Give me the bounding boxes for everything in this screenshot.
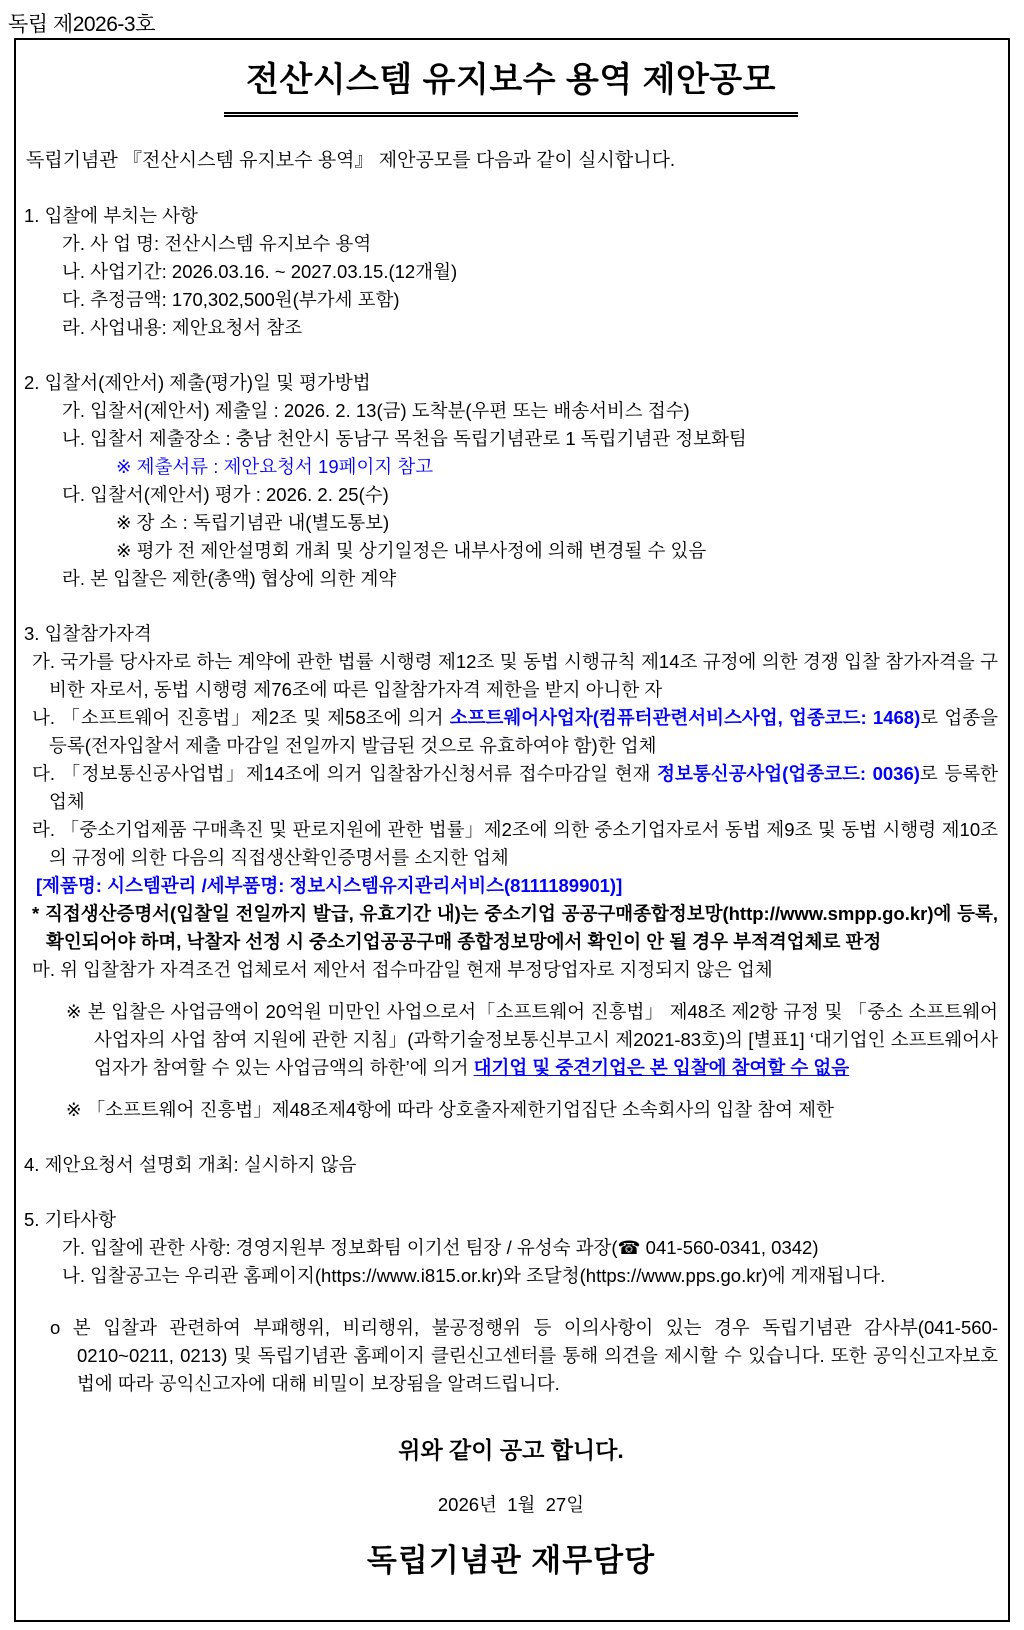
registration-condition-text: 로 업종을 등록(전자입찰서 제출 마감일 전일까지 발급된 것으로 유효하여야 함)한 업체 — [49, 707, 998, 756]
section-3-item-general-eligibility: 가. 국가를 당사자로 하는 계약에 관한 법률 시행령 제12조 및 동법 시행규칙 제14조 규정에 의한 경쟁 입찰 참가자격을 구비한 자로서, 동법 시행령 제76조에 따른 입찰참가자격 제한을 받지 아니한 자 — [32, 651, 998, 700]
restriction-basis-text: ※ 본 입찰은 사업금액이 20억원 미만인 사업으로서「소프트웨어 진흥법」 제48조 제2항 규정 및 「중소 소프트웨어사업자의 사업 참여 지원에 관한 지침」(과학기술정보통신부고시 제2021-83호)의 [별표1] ‘대기업인 소프트웨어사업자가 참여할 수 있는 사업금액의 하한’에 의거 — [66, 1001, 998, 1078]
law-reference-text: 나. 「소프트웨어 진흥법」제2조 및 제58조에 의거 — [32, 707, 450, 728]
section-1-heading: 1. 입찰에 부치는 사항 — [24, 205, 198, 226]
section-1-item-project-name: 가. 사 업 명: 전산시스템 유지보수 용역 — [62, 233, 372, 254]
section-1-bid-matters — [24, 202, 998, 342]
section-4-heading: 4. 제안요청서 설명회 개최: 실시하지 않음 — [24, 1154, 357, 1175]
ict-business-code-highlight: 정보통신공사업(업종코드: 0036) — [657, 763, 920, 784]
section-2-item-evaluation-date: 다. 입찰서(제안서) 평가 : 2026. 2. 25(수) — [62, 484, 389, 505]
title-underline — [224, 52, 798, 117]
law-reference-text: 다. 「정보통신공사업법」제14조에 의거 입찰참가신청서류 접수마감일 현재 — [32, 763, 658, 784]
section-2-heading: 2. 입찰서(제안서) 제출(평가)일 및 평가방법 — [24, 372, 371, 393]
signature-org: 독립기념관 재무담당 — [366, 1543, 656, 1578]
section-5-item-contact: 가. 입찰에 관한 사항: 경영지원부 정보화팀 이기선 팀장 / 유성숙 과장(☎ 041-560-0341, 0342) — [62, 1237, 819, 1258]
section-3-item-ict-construction — [32, 760, 998, 816]
section-2-submission-evaluation — [24, 369, 998, 593]
section-3-heading: 3. 입찰참가자격 — [24, 623, 152, 644]
evaluation-venue-note: ※ 장 소 : 독립기념관 내(별도통보) — [116, 512, 390, 533]
submission-docs-note: ※ 제출서류 : 제안요청서 19페이지 참고 — [116, 456, 434, 477]
closing-statement: 위와 같이 공고 합니다. — [398, 1437, 624, 1463]
registration-condition-text: 로 등록한 업체 — [49, 763, 999, 812]
schedule-change-note: ※ 평가 전 제안설명회 개최 및 상기일정은 내부사정에 의해 변경될 수 있음 — [116, 540, 707, 561]
large-company-exclusion-highlight: 대기업 및 중견기업은 본 입찰에 참여할 수 없음 — [473, 1057, 850, 1078]
document-frame — [14, 38, 1010, 1622]
section-3-item-software-business — [32, 704, 998, 760]
mutual-investment-restriction-note: ※ 「소프트웨어 진흥법」제48조제4항에 따라 상호출자제한기업집단 소속회사의 입찰 참여 제한 — [66, 1099, 834, 1120]
section-3-item-sme-certificate: 라. 「중소기업제품 구매촉진 및 판로지원에 관한 법률」제2조에 의한 중소기업자로서 동법 제9조 및 동법 시행령 제10조의 규정에 의한 다음의 직접생산확인증명서를 소지한 업체 — [32, 819, 999, 868]
section-5-item-posting-sites: 나. 입찰공고는 우리관 홈페이지(https://www.i815.or.kr)와 조달청(https://www.pps.go.kr)에 게재됩니다. — [62, 1265, 886, 1286]
section-4-briefing — [24, 1151, 998, 1179]
section-1-item-project-content: 라. 사업내용: 제안요청서 참조 — [62, 317, 303, 338]
section-5-heading: 5. 기타사항 — [24, 1209, 117, 1230]
section-5-misc — [24, 1206, 998, 1290]
section-2-item-submission-place: 나. 입찰서 제출장소 : 충남 천안시 동남구 목천읍 독립기념관로 1 독립기념관 정보화팀 — [62, 428, 747, 449]
section-2-item-contract-type: 라. 본 입찰은 제한(총액) 협상에 의한 계약 — [62, 568, 397, 589]
section-3-eligibility — [24, 620, 998, 1124]
section-2-item-submission-date: 가. 입찰서(제안서) 제출일 : 2026. 2. 13(금) 도착분(우편 또는 배송서비스 접수) — [62, 400, 690, 421]
page-title: 전산시스템 유지보수 용역 제안공모 — [246, 61, 776, 99]
section-3-item-not-disqualified: 마. 위 입찰참가 자격조건 업체로서 제안서 접수마감일 현재 부정당업자로 지정되지 않은 업체 — [32, 959, 773, 980]
large-company-restriction-note — [66, 998, 998, 1082]
section-1-item-estimated-amount: 다. 추정금액: 170,302,500원(부가세 포함) — [62, 289, 400, 310]
intro-paragraph: 독립기념관 『전산시스템 유지보수 용역』 제안공모를 다음과 같이 실시합니다. — [26, 150, 676, 171]
section-1-item-project-period: 나. 사업기간: 2026.03.16. ~ 2027.03.15.(12개월) — [62, 261, 458, 282]
software-business-code-highlight: 소프트웨어사업자(컴퓨터관련서비스사업, 업종코드: 1468) — [449, 707, 921, 728]
direct-production-note: * 직접생산증명서(입찰일 전일까지 발급, 유효기간 내)는 중소기업 공공구매종합정보망(http://www.smpp.go.kr)에 등록, 확인되어야 하며, 낙찰자 선정 시 중소기업공공구매 종합정보망에서 확인이 안 될 경우 부적격업체로 판정 — [32, 903, 998, 952]
doc-number: 독립 제2026-3호 — [8, 13, 155, 36]
product-name-line: [제품명: 시스템관리 /세부품명: 정보시스템유지관리서비스(8111189901)] — [36, 875, 623, 896]
complaint-notice-paragraph: o 본 입찰과 관련하여 부패행위, 비리행위, 불공정행위 등 이의사항이 있는 경우 독립기념관 감사부(041-560-0210~0211, 0213) 및 독립기념관 홈페이지 클린신고센터를 통해 의견을 제시할 수 있습니다. 또한 공익신고자보호법에 따라 공익신고자에 대해 비밀이 보장됨을 알려드립니다. — [50, 1317, 998, 1394]
announce-date: 2026년 1월 27일 — [437, 1494, 585, 1515]
